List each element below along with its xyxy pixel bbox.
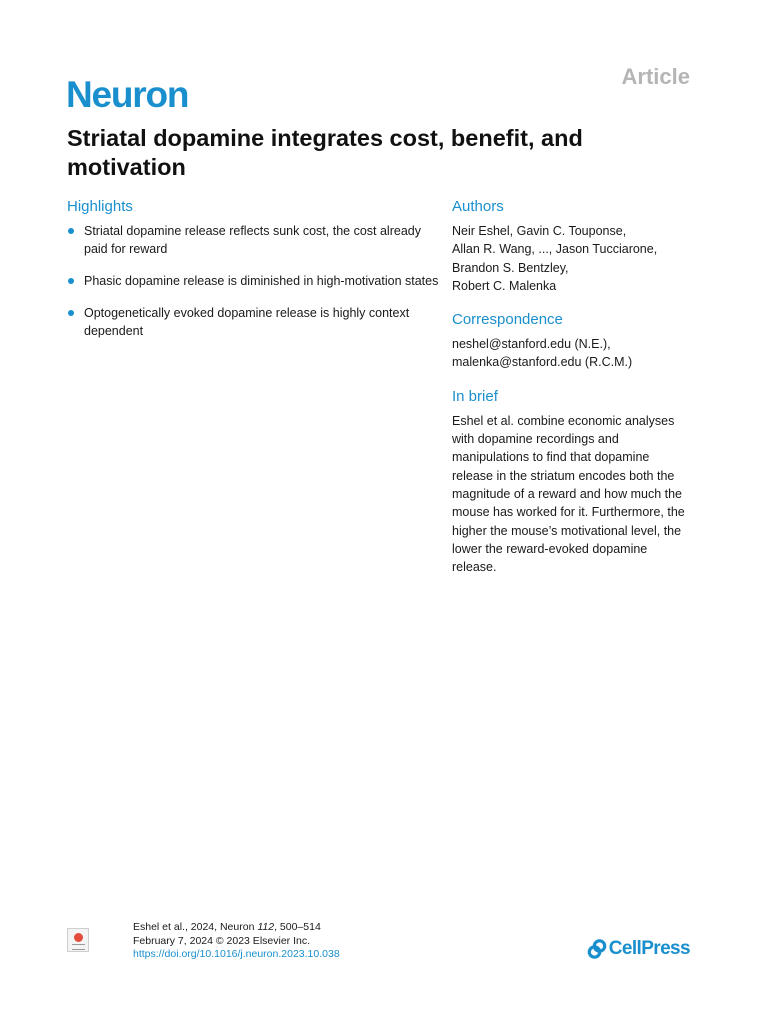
author-line: Brandon S. Bentzley, [452, 260, 569, 275]
correspondence-emails [452, 335, 702, 372]
highlight-text: Striatal dopamine release reflects sunk cost, the cost already paid for reward [84, 224, 421, 256]
highlights-heading: Highlights [67, 198, 133, 215]
email-link[interactable]: neshel@stanford.edu (N.E.), [452, 337, 611, 352]
author-line: Neir Eshel, Gavin C. Touponse, [452, 224, 627, 238]
author-line: Allan R. Wang, ..., Jason Tucciarone, [452, 242, 658, 257]
authors-heading: Authors [452, 198, 504, 215]
date-line: February 7, 2024 © 2023 Elsevier Inc. [133, 934, 310, 947]
doi-link[interactable]: https://doi.org/10.1016/j.neuron.2023.10.038 [133, 948, 340, 960]
cellpress-mark-icon [587, 938, 609, 960]
cellpress-wordmark: CellPress [608, 938, 690, 959]
correspondence-section [452, 311, 702, 372]
citation-prefix: Eshel et al., 2024, Neuron [133, 921, 258, 933]
highlight-item [67, 222, 442, 258]
citation-pages: , 500–514 [274, 921, 321, 933]
citation-block [133, 921, 340, 962]
journal-logo: Neuron [66, 74, 189, 115]
in-brief-line: Eshel et al. combine economic analyses [452, 413, 675, 428]
bullet-icon [68, 310, 74, 316]
in-brief-line: with dopamine recordings and [452, 432, 619, 447]
check-lines-icon [72, 944, 85, 950]
in-brief-line: release in the striatum encodes both the [452, 468, 675, 483]
highlight-text: Phasic dopamine release is diminished in high-motivation states [84, 274, 439, 288]
article-title: Striatal dopamine integrates cost, benefit, and motivation [67, 125, 583, 180]
highlight-item [67, 272, 442, 290]
in-brief-line: release. [452, 560, 497, 575]
bullet-icon [68, 278, 74, 284]
email-link[interactable]: malenka@stanford.edu (R.C.M.) [452, 355, 633, 370]
citation-line [133, 921, 340, 935]
cellpress-logo [587, 938, 690, 960]
highlights-section [67, 198, 442, 354]
highlight-text: Optogenetically evoked dopamine release is highly context dependent [84, 306, 410, 338]
highlight-item [67, 304, 442, 340]
in-brief-line: lower the reward-evoked dopamine [452, 541, 648, 556]
article-type-label: Article [621, 64, 690, 89]
in-brief-line: manipulations to find that dopamine [452, 450, 650, 465]
authors-list [452, 222, 702, 295]
authors-section [452, 198, 702, 295]
in-brief-section [452, 388, 702, 577]
in-brief-line: magnitude of a reward and how much the [452, 486, 682, 501]
author-line: Robert C. Malenka [452, 278, 557, 293]
correspondence-heading: Correspondence [452, 311, 563, 329]
check-dot-icon [74, 933, 83, 942]
in-brief-heading: In brief [452, 387, 498, 405]
citation-volume: 112 [257, 921, 275, 933]
in-brief-text [452, 412, 702, 577]
in-brief-line: mouse has worked for it. Furthermore, the [452, 505, 685, 520]
check-for-updates-icon[interactable] [67, 928, 89, 952]
in-brief-line: higher the mouse’s motivational level, the [452, 523, 682, 538]
sidebar-column [452, 198, 702, 592]
highlights-list [67, 222, 442, 340]
bullet-icon [68, 228, 74, 234]
